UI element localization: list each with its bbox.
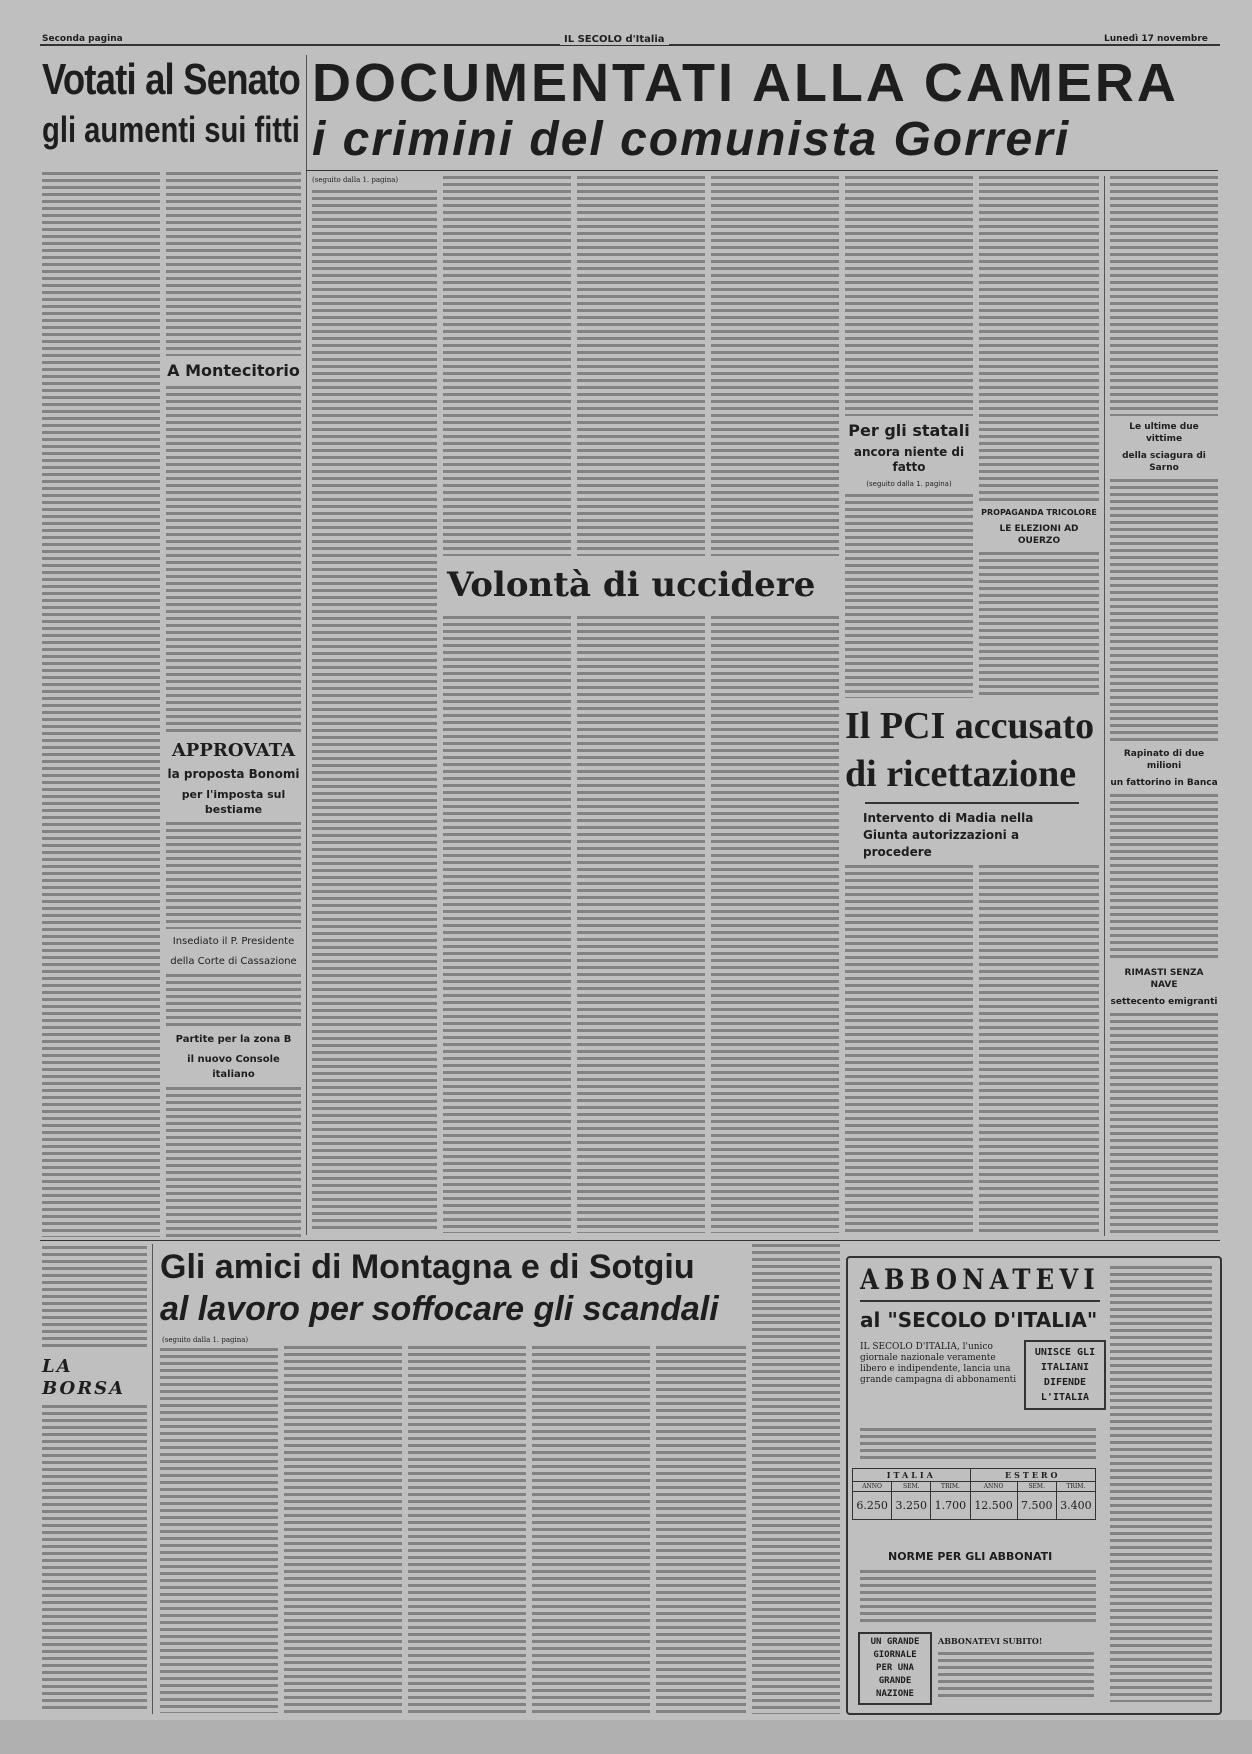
slogan-line: ITALIANI: [1040, 1362, 1090, 1373]
subhead-zona-b-1: Partite per la zona B: [175, 1033, 292, 1045]
bottom-headline-1: Gli amici di Montagna e di Sotgiu: [160, 1248, 695, 1286]
statali-headline-1: Per gli statali: [848, 421, 970, 441]
price-col: SEM.: [1017, 1482, 1056, 1492]
subhead-borsa: LA BORSA: [42, 1356, 126, 1400]
price-col: TRIM.: [1056, 1482, 1095, 1492]
ad-box2-text: ABBONATEVI SUBITO!: [938, 1636, 1043, 1646]
left-headline-2: gli aumenti sui fitti: [42, 109, 300, 150]
subhead-ultime-1: Le ultime due vittime: [1129, 422, 1199, 445]
subhead-montecitorio: A Montecitorio: [167, 361, 300, 381]
price-col: ANNO: [853, 1482, 892, 1492]
subhead-insediato-1: Insediato il P. Presidente: [172, 935, 295, 947]
paper-name: IL SECOLO d'Italia: [560, 34, 669, 45]
ad-subtitle: al "SECOLO D'ITALIA": [860, 1308, 1098, 1332]
subhead-rimasti-1: RIMASTI SENZA NAVE: [1124, 968, 1204, 991]
price-cell: 12.500: [970, 1492, 1017, 1520]
subhead-zona-b-2: il nuovo Console italiano: [187, 1053, 280, 1080]
elezioni-column: [979, 176, 1099, 698]
price-cell: 6.250: [853, 1492, 892, 1520]
subhead-ultime-2: della sciagura di Sarno: [1122, 451, 1206, 474]
statali-column: [845, 176, 973, 698]
box-line: GRANDE: [878, 1676, 912, 1686]
issue-date: Lunedì 17 novembre: [1100, 34, 1208, 44]
price-table: [852, 1468, 1096, 1520]
continued-note: (seguito dalla 1. pagina): [312, 176, 399, 184]
subscription-ad: [846, 1256, 1222, 1715]
price-cell: 3.250: [892, 1492, 931, 1520]
statali-continued: (seguito dalla 1. pagina): [866, 480, 952, 489]
borsa-column: [42, 1246, 147, 1712]
price-col: SEM.: [892, 1482, 931, 1492]
price-cell: 7.500: [1017, 1492, 1056, 1520]
price-cell: 3.400: [1056, 1492, 1095, 1520]
price-group-italia: ITALIA: [853, 1469, 971, 1482]
section-label: Seconda pagina: [42, 34, 127, 44]
subhead-approvata: APPROVATA: [171, 739, 296, 761]
subhead-insediato-2: della Corte di Cassazione: [170, 955, 297, 967]
pci-headline-2: di ricettazione: [845, 753, 1077, 795]
slogan-line: L'ITALIA: [1040, 1392, 1090, 1403]
bottom-continued: (seguito dalla 1. pagina): [162, 1336, 249, 1344]
box-line: PER UNA: [876, 1663, 914, 1673]
main-headline-2: i crimini del comunista Gorreri: [312, 113, 1071, 166]
main-headline-1: DOCUMENTATI ALLA CAMERA: [312, 53, 1179, 113]
box-line: NAZIONE: [876, 1689, 914, 1699]
subhead-elezioni: LE ELEZIONI AD OUERZO: [999, 523, 1079, 546]
pci-block: [845, 704, 1099, 1233]
price-cell: 1.700: [931, 1492, 970, 1520]
subhead-propaganda: PROPAGANDA TRICOLORE: [981, 507, 1097, 517]
left-headline-1: Votati al Senato: [42, 55, 300, 104]
price-col: TRIM.: [931, 1482, 970, 1492]
price-col: ANNO: [970, 1482, 1017, 1492]
slogan-line: UNISCE GLI: [1034, 1347, 1096, 1358]
volonta-headline: Volontà di uccidere: [447, 565, 816, 605]
statali-headline-2: ancora niente di fatto: [853, 445, 965, 475]
pci-subhead: Intervento di Madia nella Giunta autorizzazioni a procedere: [863, 811, 1034, 859]
subhead-approvata-2: per l'imposta sul bestiame: [181, 787, 286, 816]
ad-title: ABBONATEVI: [860, 1263, 1100, 1296]
price-group-estero: ESTERO: [970, 1469, 1095, 1482]
right-column: [1110, 176, 1218, 1234]
subhead-rapinato-2: un fattorino in Banca: [1110, 778, 1218, 789]
pci-headline-1: Il PCI accusato: [845, 705, 1095, 747]
ad-grande-box: [858, 1632, 932, 1705]
subhead-rimasti-2: settecento emigranti: [1110, 997, 1218, 1008]
box-line: GIORNALE: [873, 1650, 917, 1660]
left-column: [166, 172, 301, 1237]
ad-norme: NORME PER GLI ABBONATI: [888, 1550, 1053, 1563]
ad-slogan-box: [1024, 1340, 1106, 1410]
subhead-rapinato-1: Rapinato di due milioni: [1123, 749, 1205, 772]
box-line: UN GRANDE: [870, 1637, 920, 1647]
bottom-headline-2: al lavoro per soffocare gli scandali: [160, 1290, 719, 1328]
subhead-approvata-1: la proposta Bonomi: [167, 766, 300, 781]
slogan-line: DIFENDE: [1043, 1377, 1087, 1388]
ad-intro: IL SECOLO D'ITALIA, l'unico giornale nazionale veramente libero e indipendente, lancia una grande campagna di abbonamenti: [860, 1342, 1017, 1385]
